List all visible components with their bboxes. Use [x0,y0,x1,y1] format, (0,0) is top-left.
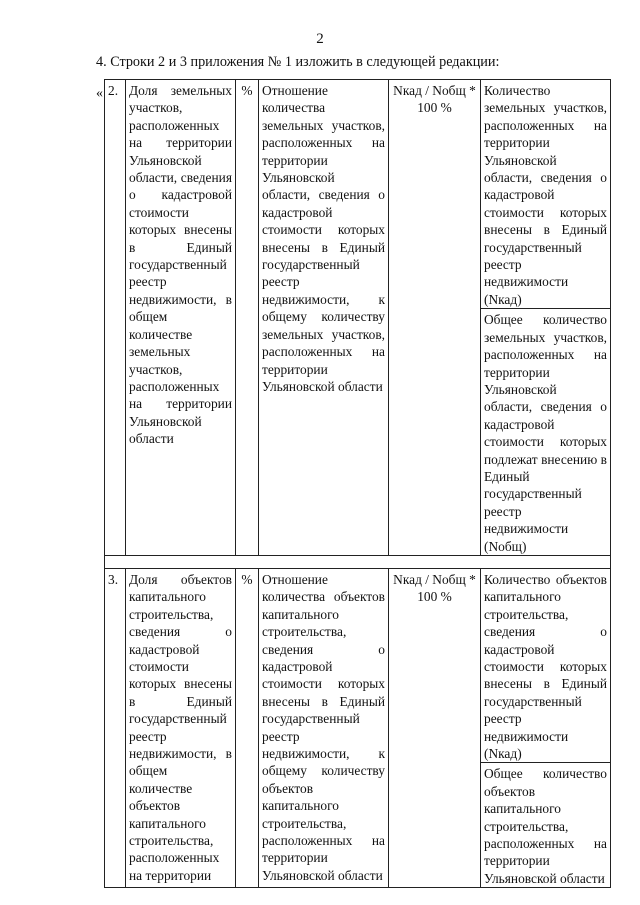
indicators-table [104,79,611,888]
calculation-formula: Nкад / Nобщ * 100 % [389,80,481,556]
indicator-definition: Отношение количества объектов капитального строительства, сведения о кадастровой стоимости которых внесены в Единый государственный реестр недвижимости, к общему количеству объектов капитального строительства, расположенных на территории Ульяновской области [259,568,389,887]
unit-of-measure: % [236,568,259,887]
row-number: 2. [105,80,126,556]
table-row [105,568,611,762]
indicator-definition: Отношение количества земельных участков, расположенных на территории Ульяновской области, сведения о кадастровой стоимости которых внесены в Единый государственный реестр недвижимости, к общему количеству земельных участков, расположенных на территории Ульяновской области [259,80,389,556]
formula-element: Общее количество земельных участков, расположенных на территории Ульяновской области, сведения о кадастровой стоимости которых подлежат внесению в Единый государственный реестр недвижимости (Nобщ) [481,309,611,556]
calculation-formula: Nкад / Nобщ * 100 % [389,568,481,887]
formula-element: Количество объектов капитального строительства, сведения о кадастровой стоимости которых внесены в Единый государственный реестр недвижимости (Nкад) [481,568,611,762]
formula-element: Общее количество объектов капитального строительства, расположенных на территории Ульяновской области [481,763,611,888]
row-number: 3. [105,568,126,887]
unit-of-measure: % [236,80,259,556]
opening-quote-mark: « [96,86,103,101]
page-number: 2 [316,31,324,47]
intro-paragraph: 4. Строки 2 и 3 приложения № 1 изложить в следующей редакции: [96,54,500,70]
row-separator [105,555,611,568]
formula-element: Количество земельных участков, расположенных на территории Ульяновской области, сведения о кадастровой стоимости которых внесены в Единый государственный реестр недвижимости (Nкад) [481,80,611,309]
indicator-name: Доля объектов капитального строительства, сведения о кадастровой стоимости которых внесены в Единый государственный реестр недвижимости, в общем количестве объектов капитального строительства, расположенных на территории [126,568,236,887]
indicator-name: Доля земельных участков, расположенных на территории Ульяновской области, сведения о кадастровой стоимости которых внесены в Единый государственный реестр недвижимости, в общем количестве земельных участков, расположенных на территории Ульяновской области [126,80,236,556]
table-row [105,80,611,309]
